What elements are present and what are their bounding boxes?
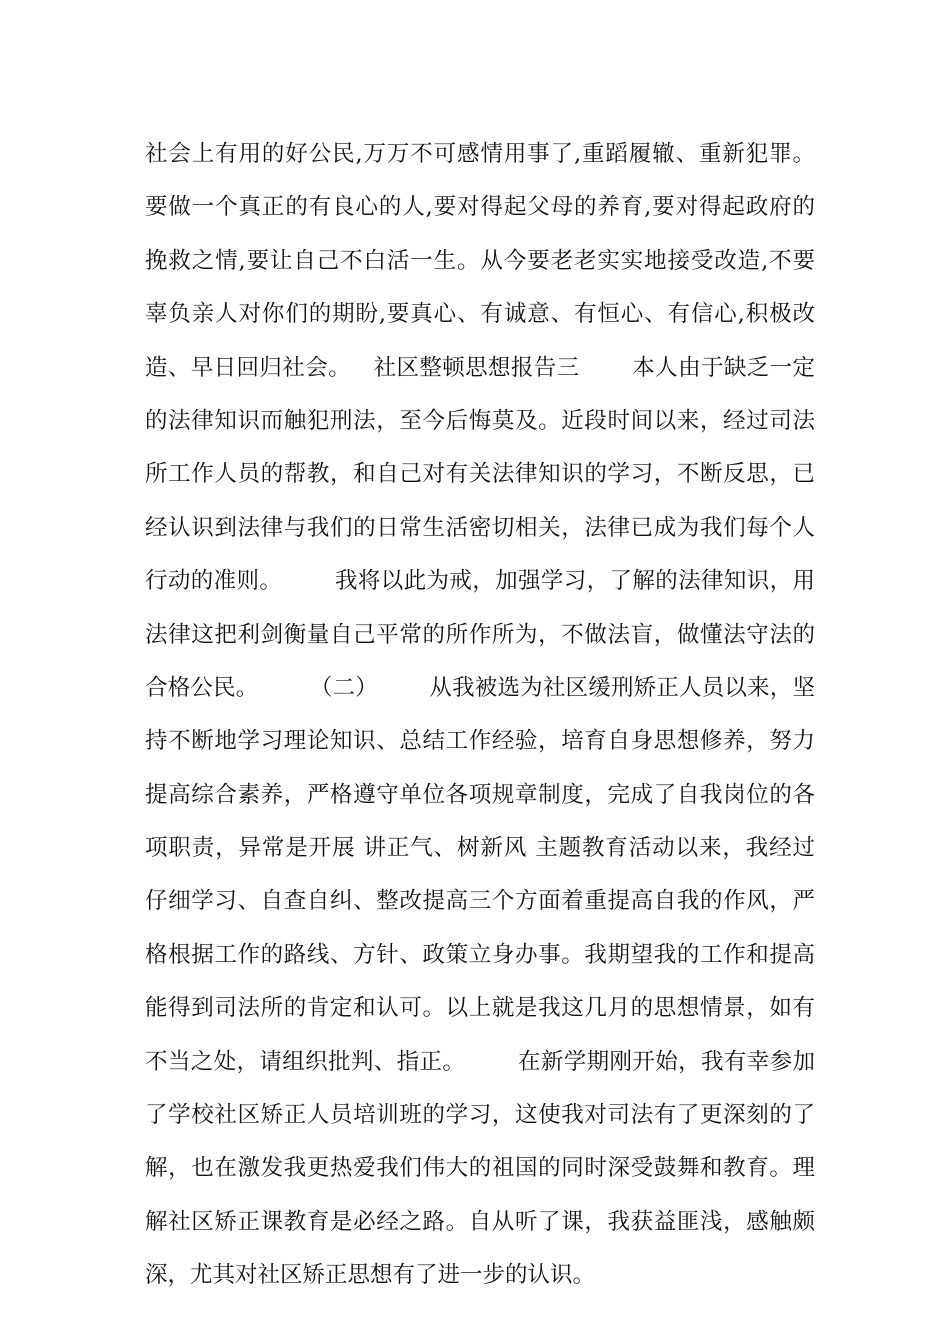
text-line: 格根据工作的路线、方针、政策立身办事。我期望我的工作和提高	[145, 941, 815, 968]
text-line: 了学校社区矫正人员培训班的学习，这使我对司法有了更深刻的了	[145, 1102, 815, 1129]
text-line: 仔细学习、自查自纠、整改提高三个方面着重提高自我的作风，严	[145, 888, 815, 915]
text-line: 经认识到法律与我们的日常生活密切相关，法律已成为我们每个人	[145, 514, 815, 541]
text-line: 行动的准则。 我将以此为戒，加强学习，了解的法律知识，用	[145, 568, 815, 595]
text-line: 法律这把利剑衡量自己平常的所作所为，不做法盲，做懂法守法的	[145, 621, 815, 648]
text-line: 深，尤其对社区矫正思想有了进一步的认识。	[145, 1262, 596, 1289]
text-line: 解，也在激发我更热爱我们伟大的祖国的同时深受鼓舞和教育。理	[145, 1155, 815, 1182]
text-line: 项职责，异常是开展 讲正气、树新风 主题教育活动以来，我经过	[145, 835, 815, 862]
text-line: 解社区矫正课教育是必经之路。自从听了课，我获益匪浅，感触颇	[145, 1208, 815, 1235]
text-line: 持不断地学习理论知识、总结工作经验，培育自身思想修养，努力	[145, 728, 815, 755]
text-line: 所工作人员的帮教，和自己对有关法律知识的学习，不断反思，已	[145, 461, 815, 488]
text-line: 的法律知识而触犯刑法，至今后悔莫及。近段时间以来，经过司法	[145, 407, 815, 434]
text-line: 提高综合素养，严格遵守单位各项规章制度，完成了自我岗位的各	[145, 781, 815, 808]
document-body	[145, 128, 815, 1303]
text-line: 要做一个真正的有良心的人,要对得起父母的养育,要对得起政府的	[145, 194, 815, 221]
text-line: 辜负亲人对你们的期盼,要真心、有诚意、有恒心、有信心,积极改	[145, 301, 815, 328]
text-line: 合格公民。 （二） 从我被选为社区缓刑矫正人员以来，坚	[145, 674, 815, 701]
text-line: 挽救之情,要让自己不白活一生。从今要老老实实地接受改造,不要	[145, 247, 815, 274]
text-line: 社会上有用的好公民,万万不可感情用事了,重蹈履辙、重新犯罪。	[145, 141, 815, 167]
text-line: 不当之处，请组织批判、指正。 在新学期刚开始，我有幸参加	[145, 1048, 815, 1075]
text-line: 造、早日回归社会。 社区整顿思想报告三 本人由于缺乏一定	[145, 354, 815, 381]
text-line: 能得到司法所的肯定和认可。以上就是我这几月的思想情景，如有	[145, 995, 815, 1022]
